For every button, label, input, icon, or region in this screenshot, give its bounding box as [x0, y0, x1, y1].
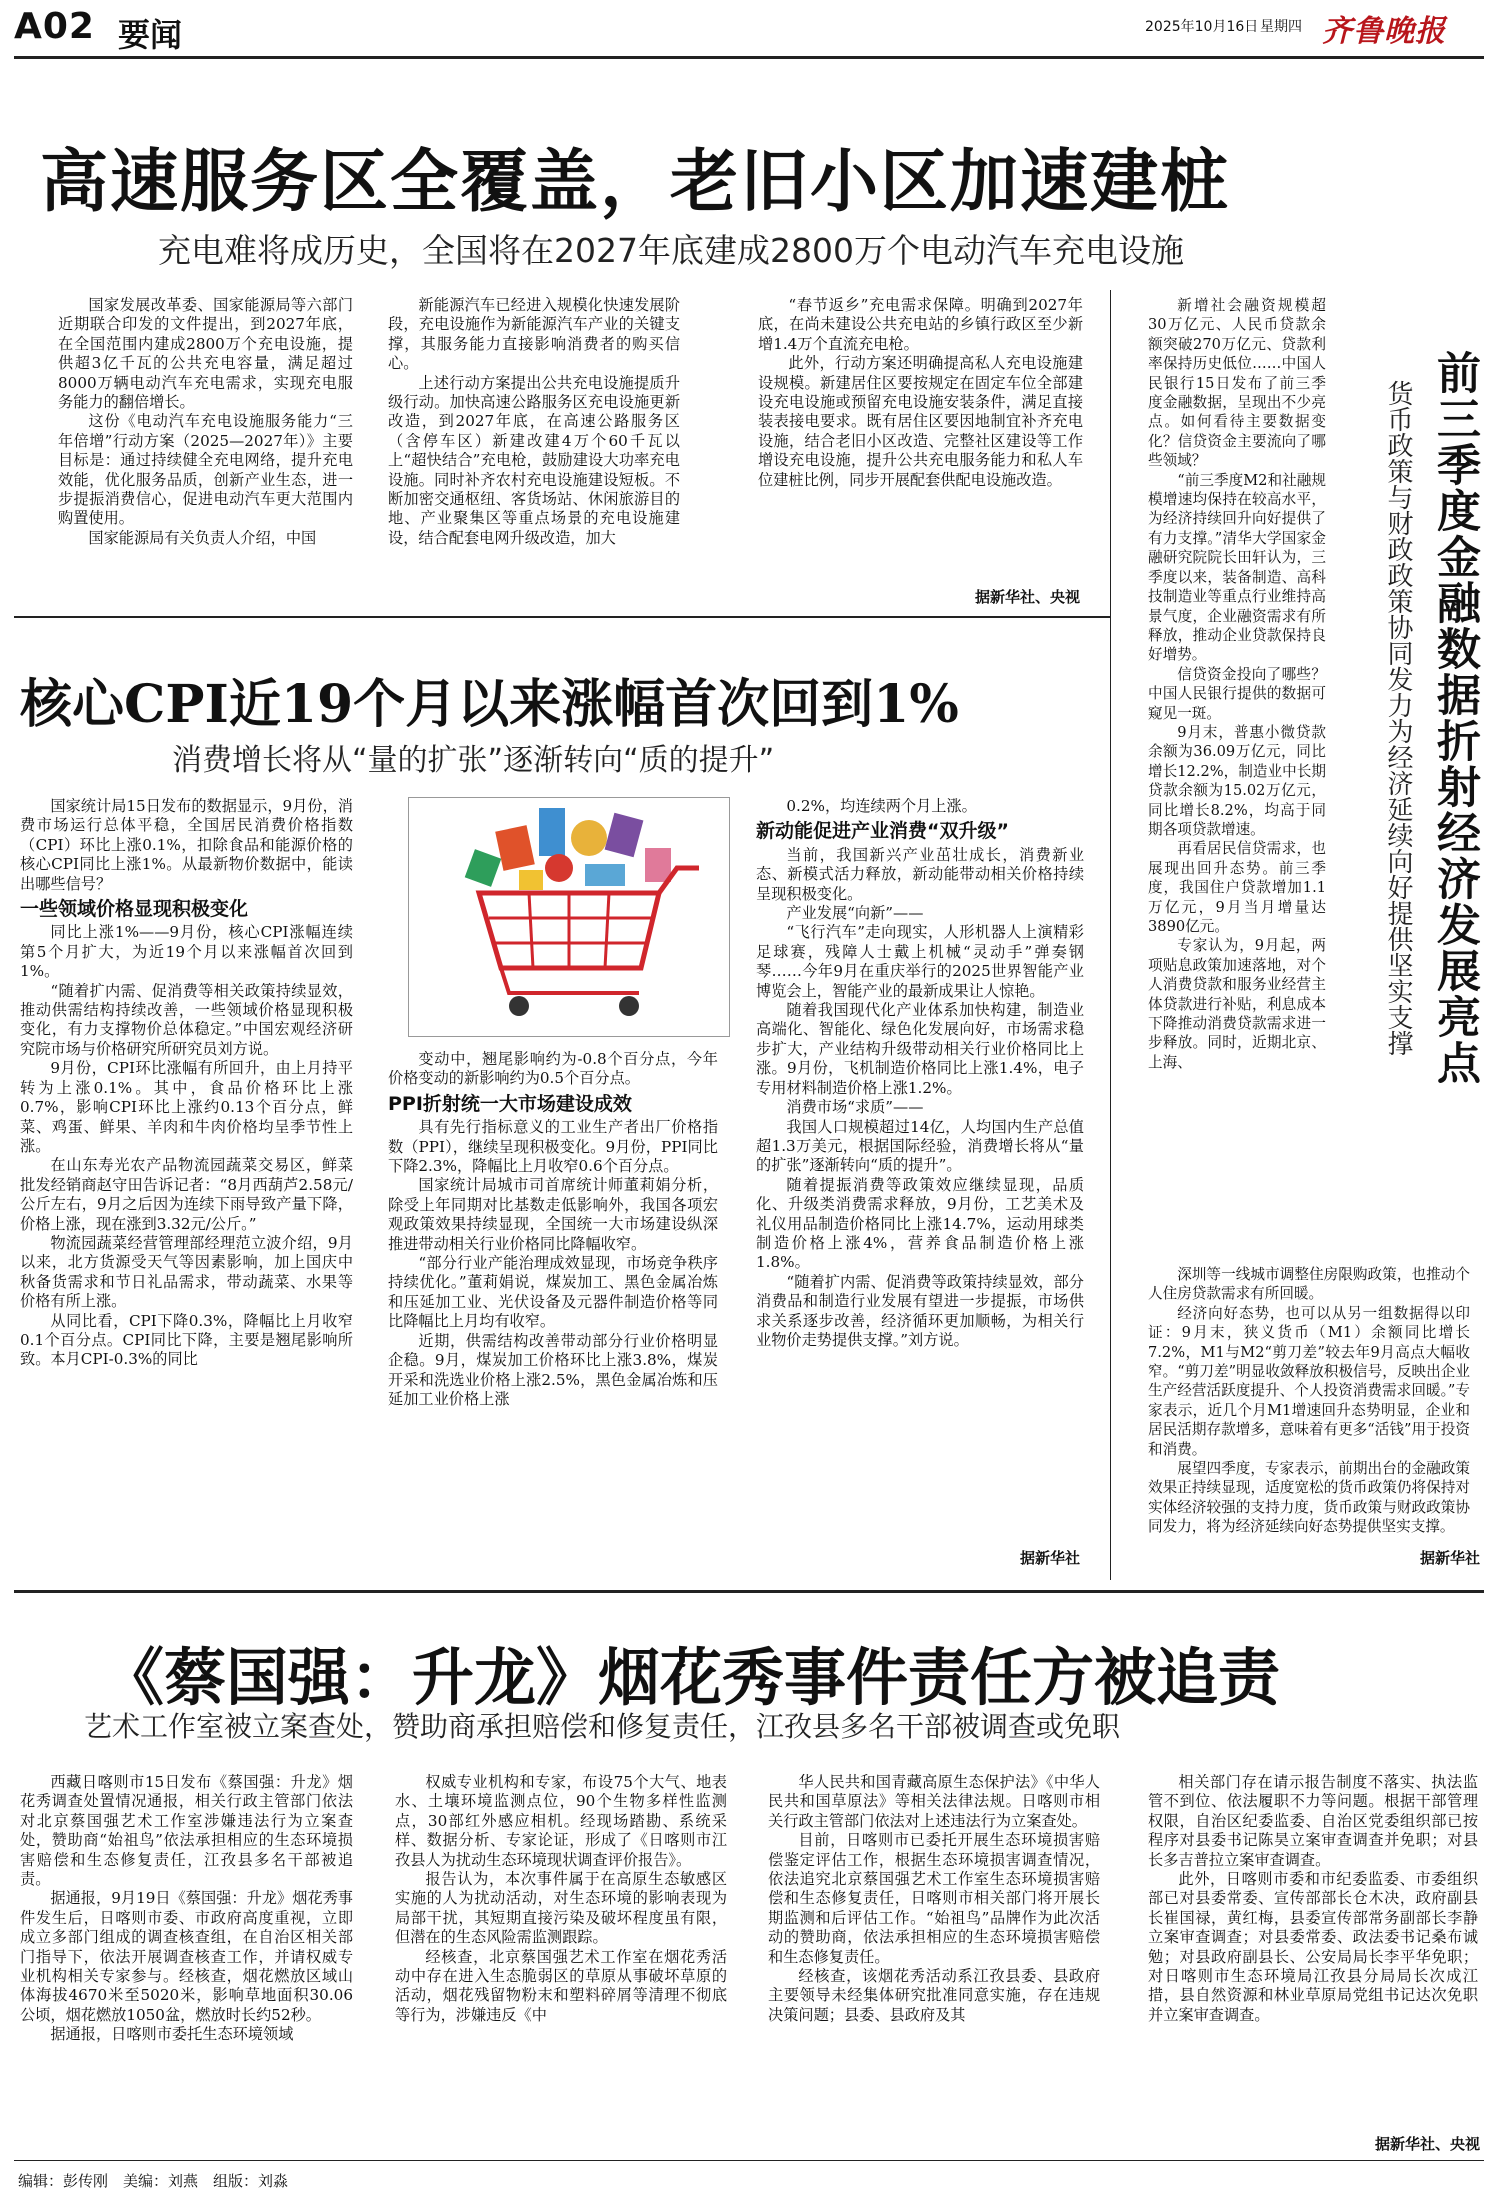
paragraph: 专家认为，9月起，两项贴息政策加速落地，对个人消费贷款和服务业经营主体贷款进行补贴，利息成本下降推动消费贷款需求进一步释放。同时，近期北京、上海、 — [1148, 937, 1326, 1071]
paragraph: “随着扩内需、促消费等政策持续显效，部分消费品和制造行业发展有望进一步提振，市场供求关系逐步改善，经济循环更加顺畅，为相关行业物价走势提供支撑。”刘方说。 — [756, 1272, 1084, 1349]
article3-title: 《蔡国强：升龙》烟花秀事件责任方被追责 — [102, 1641, 1281, 1714]
paragraph: 0.2%，均连续两个月上涨。 — [786, 797, 977, 815]
section-heading: PPI折射统一大市场建设成效 — [388, 1092, 632, 1115]
paragraph: 西藏日喀则市15日发布《蔡国强：升龙》烟花秀调查处置情况通报，相关行政主管部门依法对北京蔡国强艺术工作室涉嫌违法行为立案查处，赞助商“始祖鸟”依法承担相应的生态环境损害赔偿和生态修复责任，江孜县多名干部被追责。 — [20, 1773, 353, 1889]
paragraph: 消费市场“求质”—— — [786, 1098, 924, 1117]
article1-column-3 — [758, 296, 1083, 586]
section-heading: 新动能促进产业消费“双升级” — [756, 820, 1009, 843]
paragraph: 此外，日喀则市委和市纪委监委、市委组织部已对县委常委、宣传部部长仓木决，政府副县长崔国禄，黄红梅，县委宣传部常务副部长李静立案审查调查；对县委常委、政法委书记桑布诚勉；对县政府副县长、公安局局长李平华免职；对日喀则市生态环境局江孜县分局局长次成江措，县自然资源和林业草原局党组书记达次免职并立案审查调查。 — [1148, 1870, 1478, 2024]
paragraph: 当前，我国新兴产业茁壮成长，消费新业态、新模式活力释放，新动能带动相关价格持续呈现积极变化。 — [756, 845, 1084, 903]
article3-column-2 — [395, 1773, 727, 2153]
sidebar-divider — [1110, 290, 1111, 1580]
paragraph: 权威专业机构和专家，布设75个大气、地表水、土壤环境监测点位，90个生物多样性监测点，30部红外感应相机。经现场踏勘、系统采样、数据分析、专家论证，形成了《日喀则市江孜县人为扰动生态环境现状调查评价报告》。 — [395, 1773, 727, 1869]
article2-column-3 — [756, 797, 1084, 1567]
shopping-cart-icon — [409, 798, 729, 1036]
article1-subtitle: 充电难将成历史，全国将在2027年底建成2800万个电动汽车充电设施 — [158, 231, 1184, 270]
article2-column-1 — [20, 797, 353, 1567]
paragraph: 新增社会融资规模超30万亿元、人民币贷款余额突破270万亿元、贷款利率保持历史低位……中国人民银行15日发布了前三季度金融数据，呈现出不少亮点。如何看待主要数据变化？信贷资金主要流向了哪些领域？ — [1148, 297, 1326, 470]
paragraph: 经济向好态势，也可以从另一组数据得以印证：9月末，狭义货币（M1）余额同比增长7.2%，M1与M2“剪刀差”较去年9月高点大幅收窄。“剪刀差”明显收敛释放积极信号，反映出企业生产经营活跃度提升、个人投资消费需求回暖。”专家表示，近几个月M1增速回升态势明显，企业和居民活期存款增多，意味着有更多“活钱”用于投资和消费。 — [1148, 1304, 1470, 1458]
paragraph: “部分行业产能治理成效显现，市场竞争秩序持续优化。”董莉娟说，煤炭加工、黑色金属冶炼和压延加工业、光伏设备及元器件制造价格等同比降幅比上月均有收窄。 — [388, 1254, 718, 1331]
paragraph: 国家统计局城市司首席统计师董莉娟分析，除受上年同期对比基数走低影响外，我国各项宏观政策效果持续显现，全国统一大市场建设纵深推进带动相关行业价格同比降幅收窄。 — [388, 1176, 718, 1253]
divider — [14, 616, 1110, 618]
article3-column-1 — [20, 1773, 353, 2153]
paragraph: “飞行汽车”走向现实，人形机器人上演精彩足球赛，残障人士戴上机械“灵动手”弹奏钢琴……今年9月在重庆举行的2025世界智能产业博览会上，智能产业的最新成果让人惊艳。 — [756, 923, 1084, 1000]
paragraph: “前三季度M2和社融规模增速均保持在较高水平，为经济持续回升向好提供了有力支撑。”清华大学国家金融研究院院长田轩认为，三季度以来，装备制造、高科技制造业等重点行业维持高景气度，企业融资需求有所释放，推动企业贷款保持良好增势。 — [1148, 471, 1326, 664]
article1-title: 高速服务区全覆盖，老旧小区加速建桩 — [40, 142, 1231, 222]
paragraph: 在山东寿光农产品物流园蔬菜交易区，鲜菜批发经销商赵守田告诉记者：“8月西葫芦2.58元/公斤左右，9月之后因为连续下雨导致产量下降，价格上涨，现在涨到3.32元/公斤。” — [20, 1156, 353, 1233]
paper-logo: 齐鲁晚报 — [1322, 14, 1446, 49]
paragraph: 具有先行指标意义的工业生产者出厂价格指数（PPI），继续呈现积极变化。9月份，PPI同比下降2.3%，降幅比上月收窄0.6个百分点。 — [388, 1118, 718, 1176]
masthead-rule — [14, 56, 1484, 59]
paragraph: 从同比看，CPI下降0.3%，降幅比上月收窄0.1个百分点。CPI同比下降，主要是翘尾影响所致。本月CPI-0.3%的同比 — [20, 1311, 353, 1369]
paragraph: 目前，日喀则市已委托开展生态环境损害赔偿鉴定评估工作，根据生态环境损害调查情况，依法追究北京蔡国强艺术工作室生态环境损害赔偿和生态修复责任，日喀则市相关部门将开展长期监测和后评估工作。“始祖鸟”品牌作为此次活动的赞助商，依法承担相应的生态环境损害赔偿和生态修复责任。 — [768, 1831, 1100, 1966]
article1-column-2 — [388, 296, 680, 606]
paragraph: 随着我国现代化产业体系加快构建，制造业高端化、智能化、绿色化发展向好，市场需求稳步扩大，产业结构升级带动相关行业价格同比上涨。9月份，飞机制造价格同比上涨1.4%，电子专用材料制造价格上涨1.2%。 — [756, 1001, 1084, 1097]
article3-subtitle: 艺术工作室被立案查处，赞助商承担赔偿和修复责任，江孜县多名干部被调查或免职 — [84, 1710, 1121, 1743]
paragraph: 此外，行动方案还明确提高私人充电设施建设规模。新建居住区要按规定在固定车位全部建设充电设施或预留充电设施安装条件，满足直接装表接电要求。既有居住区要因地制宜补齐充电设施，结合老旧小区改造、完整社区建设等工作增设充电设施，提升公共充电服务能力和私人车位建桩比例，同步开展配套供配电设施改造。 — [758, 354, 1083, 489]
paragraph: 物流园蔬菜经营管理部经理范立波介绍，9月以来，北方货源受天气等因素影响，加上国庆中秋备货需求和节日礼品需求，带动蔬菜、水果等价格有所上涨。 — [20, 1233, 353, 1311]
article2-column-2 — [388, 1050, 718, 1567]
paragraph: 经核查，北京蔡国强艺术工作室在烟花秀活动中存在进入生态脆弱区的草原从事破坏草原的活动，烟花残留物粉末和塑料碎屑等清理不彻底等行为，涉嫌违反《中 — [395, 1947, 727, 2024]
paragraph: “春节返乡”充电需求保障。明确到2027年底，在尚未建设公共充电站的乡镇行政区至少新增1.4万个直流充电枪。 — [758, 296, 1083, 353]
divider — [14, 1590, 1484, 1593]
sidebar-column-top — [1148, 296, 1326, 1264]
paragraph: 国家发展改革委、国家能源局等六部门近期联合印发的文件提出，到2027年底，在全国范围内建成2800万个充电设施，提供超3亿千瓦的公共充电容量，满足超过8000万辆电动汽车充电需求，实现充电服务能力的翻倍增长。 — [58, 296, 353, 412]
paragraph: 据通报，9月19日《蔡国强：升龙》烟花秀事件发生后，日喀则市委、市政府高度重视，立即成立多部门组成的调查核查组，在自治区相关部门指导下，依法开展调查核查工作，并请权威专业机构相关专家参与。经核查，烟花燃放区域山体海拔4670米至5020米，影响草地面积30.06公顷，烟花燃放1050盆，燃放时长约52秒。 — [20, 1889, 353, 2024]
paragraph: 同比上涨1%——9月份，核心CPI涨幅连续第5个月扩大，为近19个月以来涨幅首次回到1%。 — [20, 923, 353, 981]
shopping-cart-illustration — [408, 797, 730, 1037]
issue-date: 2025年10月16日 — [1145, 19, 1259, 35]
section-name: 要闻 — [118, 16, 183, 54]
article1-column-1 — [58, 296, 353, 606]
article3-column-3 — [768, 1773, 1100, 2153]
paragraph: 9月末，普惠小微贷款余额为36.09万亿元，同比增长12.2%，制造业中长期贷款余额为15.02万亿元，同比增长8.2%，均高于同期各项贷款增速。 — [1148, 723, 1326, 838]
article2-title: 核心CPI近19个月以来涨幅首次回到1% — [20, 674, 959, 735]
paragraph: 华人民共和国青藏高原生态保护法》《中华人民共和国草原法》等相关法律法规。日喀则市相关行政主管部门依法对上述违法行为立案查处。 — [768, 1773, 1100, 1830]
paragraph: 产业发展“向新”—— — [786, 904, 924, 923]
paragraph: 信贷资金投向了哪些？中国人民银行提供的数据可窥见一斑。 — [1148, 665, 1326, 722]
section-heading: 一些领域价格显现积极变化 — [20, 898, 249, 921]
paragraph: 展望四季度，专家表示，前期出台的金融政策效果正持续显现，适度宽松的货币政策仍将保持对实体经济较强的支持力度，货币政策与财政政策协同发力，将为经济延续向好态势提供坚实支撑。 — [1148, 1460, 1470, 1536]
footer-credits: 编辑：彭传刚 美编：刘燕 组版：刘淼 — [18, 2172, 289, 2190]
paragraph: 9月份，CPI环比涨幅有所回升，由上月持平转为上涨0.1%。其中，食品价格环比上涨0.7%，影响CPI环比上涨约0.13个百分点，鲜菜、鸡蛋、鲜果、羊肉和牛肉价格均呈季节性上涨。 — [20, 1059, 353, 1155]
paragraph: 这份《电动汽车充电设施服务能力“三年倍增”行动方案（2025—2027年）》主要目标是：通过持续健全充电网络，提升充电效能，优化服务品质，创新产业生态，进一步提振消费信心，促进电动汽车更大范围内购置使用。 — [58, 412, 353, 528]
sidebar-title: 前三季度金融数据折射经济发展亮点 — [1429, 350, 1480, 1086]
article2-source: 据新华社 — [960, 1547, 1080, 1568]
paragraph: 随着提振消费等政策效应继续显现，品质化、升级类消费需求释放，9月份，工艺美术及礼仪用品制造价格同比上涨14.7%，运动用球类制造价格上涨4%，营养食品制造价格上涨1.8%。 — [756, 1175, 1084, 1272]
paragraph: 新能源汽车已经进入规模化快速发展阶段，充电设施作为新能源汽车产业的关键支撑，其服务能力直接影响消费者的购买信心。 — [388, 296, 680, 373]
page-number: A02 — [14, 6, 95, 47]
paragraph: 国家能源局有关负责人介绍，中国 — [88, 528, 317, 547]
paragraph: 国家统计局15日发布的数据显示，9月份，消费市场运行总体平稳，全国居民消费价格指数（CPI）环比上涨0.1%，扣除食品和能源价格的核心CPI同比上涨1%。从最新物价数据中，能读出哪些信号？ — [20, 797, 353, 893]
article2-subtitle: 消费增长将从“量的扩张”逐渐转向“质的提升” — [172, 743, 775, 778]
article1-source: 据新华社、央视 — [974, 588, 1080, 606]
paragraph: “随着扩内需、促消费等相关政策持续显效，推动供需结构持续改善，一些领域价格显现积极变化，有力支撑物价总体稳定。”中国宏观经济研究院市场与价格研究所研究员刘方说。 — [20, 981, 353, 1058]
paragraph: 深圳等一线城市调整住房限购政策，也推动个人住房贷款需求有所回暖。 — [1148, 1266, 1470, 1303]
paragraph: 变动中，翘尾影响约为-0.8个百分点，今年价格变动的新影响约为0.5个百分点。 — [388, 1050, 718, 1088]
issue-weekday: 星期四 — [1260, 19, 1302, 35]
paragraph: 近期，供需结构改善带动部分行业价格明显企稳。9月，煤炭加工价格环比上涨3.8%，煤炭开采和洗选业价格上涨2.5%，黑色金属冶炼和压延加工业价格上涨 — [388, 1331, 718, 1408]
paragraph: 经核查，该烟花秀活动系江孜县委、县政府主要领导未经集体研究批准同意实施，存在违规决策问题；县委、县政府及其 — [768, 1967, 1100, 2024]
paragraph: 报告认为，本次事件属于在高原生态敏感区实施的人为扰动活动，对生态环境的影响表现为局部干扰，其短期直接污染及破坏程度虽有限，但潜在的生态风险需监测跟踪。 — [395, 1870, 727, 1947]
article3-source: 据新华社、央视 — [1374, 2135, 1480, 2153]
paragraph: 上述行动方案提出公共充电设施提质升级行动。加快高速公路服务区充电设施更新改造，到2027年底，在高速公路服务区（含停车区）新建改建4万个60千瓦以上“超快结合”充电枪，鼓励建设大功率充电设施。同时补齐农村充电设施建设短板。不断加密交通枢纽、客货场站、休闲旅游目的地、产业聚集区等重点场景的充电设施建设，结合配套电网升级改造，加大 — [388, 373, 680, 547]
paragraph: 相关部门存在请示报告制度不落实、执法监管不到位、依法履职不力等问题。根据干部管理权限，自治区纪委监委、自治区党委组织部已按程序对县委书记陈昊立案审查调查并免职；对县长多吉普拉立案审查调查。 — [1148, 1773, 1478, 1869]
sidebar-subtitle: 货币政策与财政政策协同发力为经济延续向好提供坚实支撑 — [1383, 380, 1413, 1056]
footer-rule — [14, 2160, 1484, 2161]
paragraph: 我国人口规模超过14亿，人均国内生产总值超1.3万美元，根据国际经验，消费增长将从“量的扩张”逐渐转向“质的提升”。 — [756, 1117, 1084, 1175]
article3-column-4 — [1148, 1773, 1478, 2129]
paragraph: 据通报，日喀则市委托生态环境领域 — [50, 2025, 294, 2044]
sidebar-source: 据新华社 — [1419, 1549, 1480, 1567]
sidebar-column-bottom — [1148, 1265, 1470, 1550]
paragraph: 再看居民信贷需求，也展现出回升态势。前三季度，我国住户贷款增加1.1万亿元，9月当月增量达3890亿元。 — [1148, 840, 1326, 935]
